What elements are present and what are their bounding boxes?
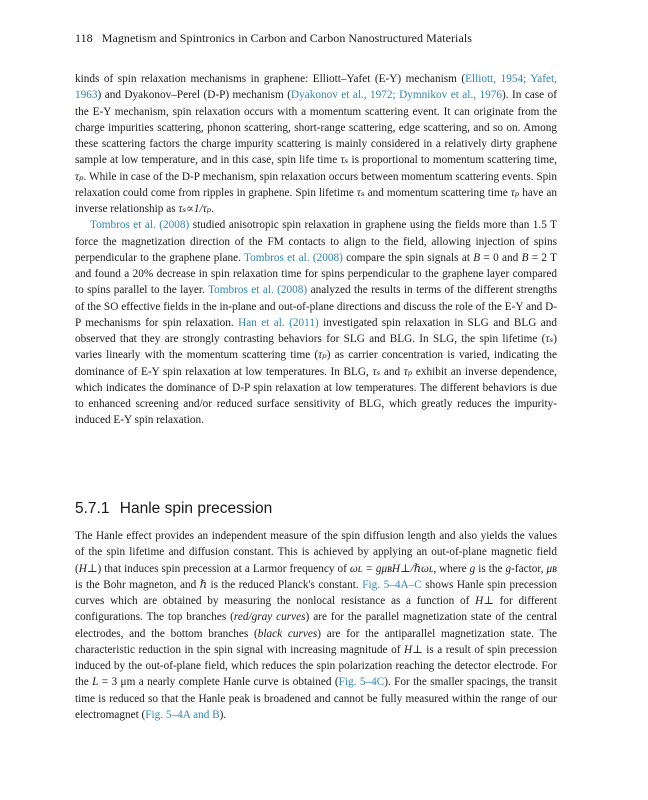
math-tau-s: τₛ [340, 154, 349, 167]
section-heading [75, 500, 272, 518]
citation-tombros-2008[interactable]: Tombros et al. (2008) [244, 251, 343, 264]
text: = 3 μm a nearly complete Hanle curve is obtained ( [98, 676, 339, 689]
text: for different configurations. The top branches ( [75, 595, 557, 624]
body-text-top [75, 71, 557, 429]
paragraph-hanle-effect [75, 528, 557, 723]
text: shows Hanle spin precession curves which are obtained by measuring the nonlocal resistance as a function of [75, 578, 557, 607]
text: is the reduced Planck's constant. [206, 578, 363, 591]
math-hbar: ℏ [199, 578, 207, 591]
section-title: Hanle spin precession [119, 500, 273, 517]
citation-tombros-2008[interactable]: Tombros et al. (2008) [90, 219, 190, 232]
math-mu-b: μʙ [546, 562, 557, 575]
text: , where [433, 562, 470, 575]
math-h-perp: H⊥ [403, 643, 423, 656]
page-number: 118 [75, 31, 93, 45]
text: ) are for the antiparallel magnetization state. The characteristic reduction in the spin signal with increasing magnitude of [75, 627, 557, 656]
text: The Hanle effect provides an independent measure of the spin diffusion length and also yields the values of the spin lifetime and diffusion constant. This is achieved by applying an out-of-plane magnetic field ( [75, 530, 557, 575]
text: and [380, 365, 404, 378]
figure-reference-5-4a-c[interactable]: Fig. 5–4A–C [362, 578, 422, 591]
text: = 0 and [480, 251, 522, 264]
text: . While in case of the D-P mechanism, spin relaxation occurs between momentum scattering events. Spin relaxation could come from ripples in graphene. Spin lifetime [75, 170, 557, 199]
text: ) that induces spin precession at a Larmor frequency of [97, 562, 350, 575]
figure-reference-5-4a-b[interactable]: Fig. 5–4A and B [145, 708, 220, 721]
math-h-perp: H⊥ [475, 595, 494, 607]
text: compare the spin signals at [342, 251, 474, 264]
text: is proportional to momentum scattering time, [348, 154, 557, 167]
text: ) are for the parallel magnetization state of the central electrodes, and the bottom branches ( [75, 611, 558, 640]
text: is a result of spin precession induced by the out-of-plane field, which reduces the spin polarization reaching the detector electrode. For the [75, 643, 557, 689]
text: . [211, 203, 214, 215]
math-tau-s: τₛ [372, 365, 381, 378]
math-g: g [505, 562, 512, 575]
math-tau-p: τₚ [318, 349, 327, 362]
text: and momentum scattering time [364, 186, 511, 199]
math-inverse-relation: τₛ∝1/τₚ [178, 203, 212, 215]
text: is the [475, 562, 506, 575]
text: = 2 T and found a 20% decrease in spin relaxation time for spins perpendicular to the graphene layer compared to spins parallel to the layer. [75, 251, 557, 297]
text: have an inverse relationship as [75, 186, 558, 215]
emphasis-black-curves: black curves [257, 627, 318, 640]
math-tau-p: τₚ [510, 186, 520, 199]
text: investigated spin relaxation in SLG and BLG and observed that they are strongly contrasting behaviors for SLG and BLG. In SLG, the spin lifetime ( [75, 316, 557, 345]
text: exhibit an inverse dependence, which indicates the dominance of D-P spin relaxation at low temperatures. The different behaviors is due to enhanced screening and/or reduced surface sensitivity of BLG, which greatly reduces the impurity-induced E-Y spin relaxation. [75, 365, 557, 427]
math-tau-p: τₚ [403, 365, 413, 378]
text: is the Bohr magneton, and [75, 578, 200, 591]
citation-tombros-2008[interactable]: Tombros et al. (2008) [208, 284, 308, 297]
text: kinds of spin relaxation mechanisms in graphene: Elliott–Yafet (E-Y) mechanism ( [75, 73, 466, 85]
math-g: g [469, 562, 476, 575]
citation-han-2011[interactable]: Han et al. (2011) [238, 316, 319, 329]
text: ) and Dyakonov–Perel (D-P) mechanism ( [97, 89, 291, 102]
emphasis-red-gray-curves: red/gray curves [233, 611, 306, 624]
running-head [75, 31, 575, 46]
math-b: B [521, 251, 529, 264]
text: studied anisotropic spin relaxation in graphene using the fields more than 1.5 T force the magnetization direction of the FM contacts to align to the field, allowing injection of spins perpendicular to the graphene plane. [75, 219, 557, 264]
text: ). For the smaller spacings, the transit time is reduced so that the Hanle peak is broadened and cannot be fully measured within the range of our electromagnet ( [75, 676, 557, 721]
paragraph-spin-relaxation-mechanisms [75, 71, 557, 217]
text: -factor, [511, 562, 547, 575]
figure-reference-5-4c[interactable]: Fig. 5–4C [338, 676, 385, 689]
text: ) varies linearly with the momentum scattering time ( [75, 333, 557, 362]
section-number: 5.7.1 [75, 500, 110, 517]
text: analyzed the results in terms of the different strengths of the SO effective fields in the in-plane and out-of-plane directions and discuss the role of the E-Y and D-P mechanisms for spin relaxation. [75, 284, 557, 329]
math-larmor-frequency: ωʟ = gμʙH⊥/ℏωʟ [349, 562, 434, 575]
citation-dyakonov-dymnikov[interactable]: Dyakonov et al., 1972; Dymnikov et al., 1976 [290, 89, 502, 102]
text: ) as carrier concentration is varied, indicating the dominance of E-Y spin relaxation at low temperatures. In BLG, [75, 349, 557, 378]
math-tau-s: τₛ [356, 186, 365, 199]
math-l: L [92, 676, 99, 689]
text: ). In case of the E-Y mechanism, spin relaxation occurs with a momentum scattering event. It can originate from the charge impurities scattering, phonon scattering, short-range scattering, edge scattering, and so on. Among these scattering factors the charge impurity scattering is mainly considered in a relatively dirty graphene sample at low temperature, and in this case, spin life time [75, 89, 557, 167]
text: ). [219, 708, 227, 721]
math-h-perp: H⊥ [78, 562, 98, 575]
math-tau-s: τₛ [545, 333, 554, 345]
citation-elliott-yafet[interactable]: Elliott, 1954; Yafet, 1963 [75, 73, 557, 102]
body-text-bottom [75, 528, 557, 723]
math-tau-p: τₚ [75, 170, 84, 183]
running-title: Magnetism and Spintronics in Carbon and Carbon Nanostructured Materials [101, 31, 472, 45]
paragraph-anisotropic-relaxation [75, 217, 557, 428]
math-b: B [473, 251, 481, 264]
